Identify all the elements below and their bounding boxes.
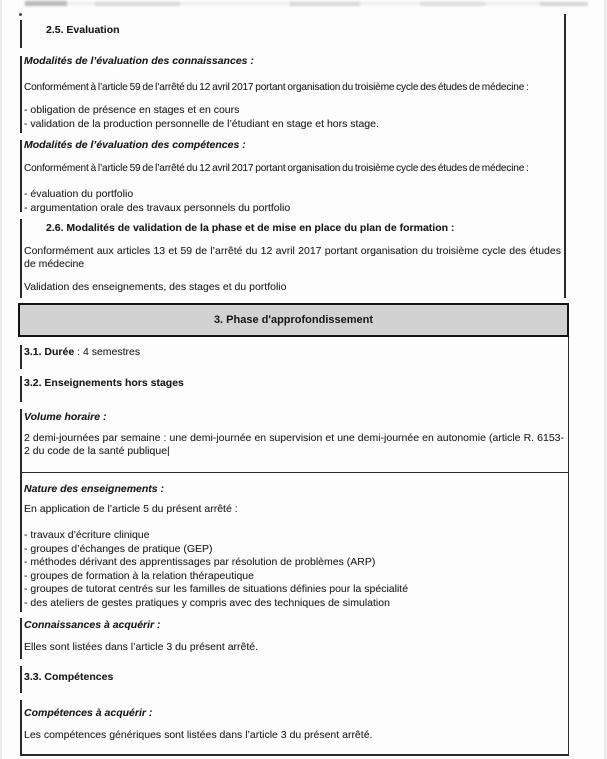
- para-connaissances: Elles sont listées dans l’article 3 du présent arrêté.: [24, 641, 259, 653]
- label-connaissances-acquerir: Connaissances à acquérir :: [24, 619, 161, 631]
- table3-border-right: [568, 337, 570, 755]
- nature-item: - des ateliers de gestes pratiques y compris avec des techniques de simulation: [24, 596, 390, 609]
- bullet-connaissances: - validation de la production personnelle de l’étudiant en stage et hors stage.: [24, 117, 379, 130]
- heading-3-2: 3.2. Enseignements hors stages: [24, 377, 184, 389]
- phase3-header-label: 3. Phase d'approfondissement: [213, 314, 374, 326]
- scan-smudge: [290, 2, 360, 6]
- scan-smudge: [95, 2, 180, 6]
- para-application-article5: En application de l’article 5 du présent arrêté :: [24, 503, 238, 515]
- table3-border-left: [20, 409, 22, 472]
- line-duree: [24, 346, 140, 359]
- table2-border-left: [20, 20, 22, 48]
- scan-smudge: [420, 2, 485, 6]
- heading-3-3: 3.3. Compétences: [24, 671, 114, 683]
- table3-border-left: [20, 666, 22, 693]
- scan-dot: [19, 13, 22, 16]
- para-volume-horaire: 2 demi-journées par semaine : une demi-journée en supervision et une demi-journée en autonomie (article R. 6153-2 du code de la santé publique|: [24, 432, 564, 458]
- page-edge-left: [0, 0, 2, 759]
- bullet-competences: - argumentation orale des travaux personnels du portfolio: [24, 201, 291, 214]
- table3-border-left: [20, 345, 22, 369]
- scan-smudge: [540, 2, 588, 6]
- label-competences-acquerir: Compétences à acquérir :: [24, 707, 153, 719]
- label-volume-horaire: Volume horaire :: [24, 411, 107, 423]
- bullet-connaissances: - obligation de présence en stages et en cours: [24, 104, 240, 116]
- para-conformement-13-59: Conformément aux articles 13 et 59 de l’arrêté du 12 avril 2017 portant organisation du troisième cycle des études de médecine: [24, 245, 561, 271]
- label-modalites-connaissances: Modalités de l’évaluation des connaissances :: [24, 55, 254, 67]
- nature-item: - travaux d’écriture clinique: [24, 529, 150, 541]
- para-conformement-59-b: Conformément à l’article 59 de l’arrêté du 12 avril 2017 portant organisation du troisième cycle des études de médecine :: [24, 163, 529, 174]
- table3-border-left: [20, 472, 22, 612]
- table2-border-left: [20, 219, 22, 298]
- heading-2-6: 2.6. Modalités de validation de la phase et de mise en place du plan de formation :: [46, 222, 455, 234]
- line-validation: Validation des enseignements, des stages et du portfolio: [24, 281, 287, 293]
- table2-border-right: [564, 14, 566, 298]
- label-nature-enseignements: Nature des enseignements :: [24, 483, 165, 495]
- table3-border-left: [20, 376, 22, 402]
- duree-value: : 4 semestres: [74, 346, 141, 358]
- page-edge-right: [604, 0, 607, 759]
- para-conformement-59-a: Conformément à l’article 59 de l’arrêté du 12 avril 2017 portant organisation du troisième cycle des études de médecine :: [24, 82, 529, 93]
- nature-item: - méthodes dérivant des apprentissages par résolution de problèmes (ARP): [24, 556, 376, 568]
- table3-border-left: [20, 618, 22, 659]
- phase3-header-bar: [18, 303, 569, 337]
- table2-border-left: [20, 56, 22, 133]
- table2-border-left: [20, 140, 22, 212]
- duree-label: 3.1. Durée: [24, 346, 75, 358]
- nature-item: - groupes de formation à la relation thérapeutique: [24, 569, 254, 582]
- para-competences: Les compétences génériques sont listées dans l’article 3 du présent arrêté.: [24, 729, 373, 741]
- table3-row-separator: [20, 472, 569, 474]
- scan-smudge: [25, 1, 67, 6]
- table3-border-left: [20, 700, 22, 755]
- nature-item: - groupes de tutorat centrés sur les familles de situations définies pour la spécialité: [24, 583, 409, 595]
- bullet-competences: - évaluation du portfolio: [24, 188, 134, 200]
- label-modalites-competences: Modalités de l’évaluation des compétences :: [24, 139, 246, 151]
- table3-border-bottom: [20, 754, 569, 756]
- nature-item: - groupes d’échanges de pratique (GEP): [24, 542, 213, 555]
- heading-2-5: 2.5. Evaluation: [46, 24, 120, 36]
